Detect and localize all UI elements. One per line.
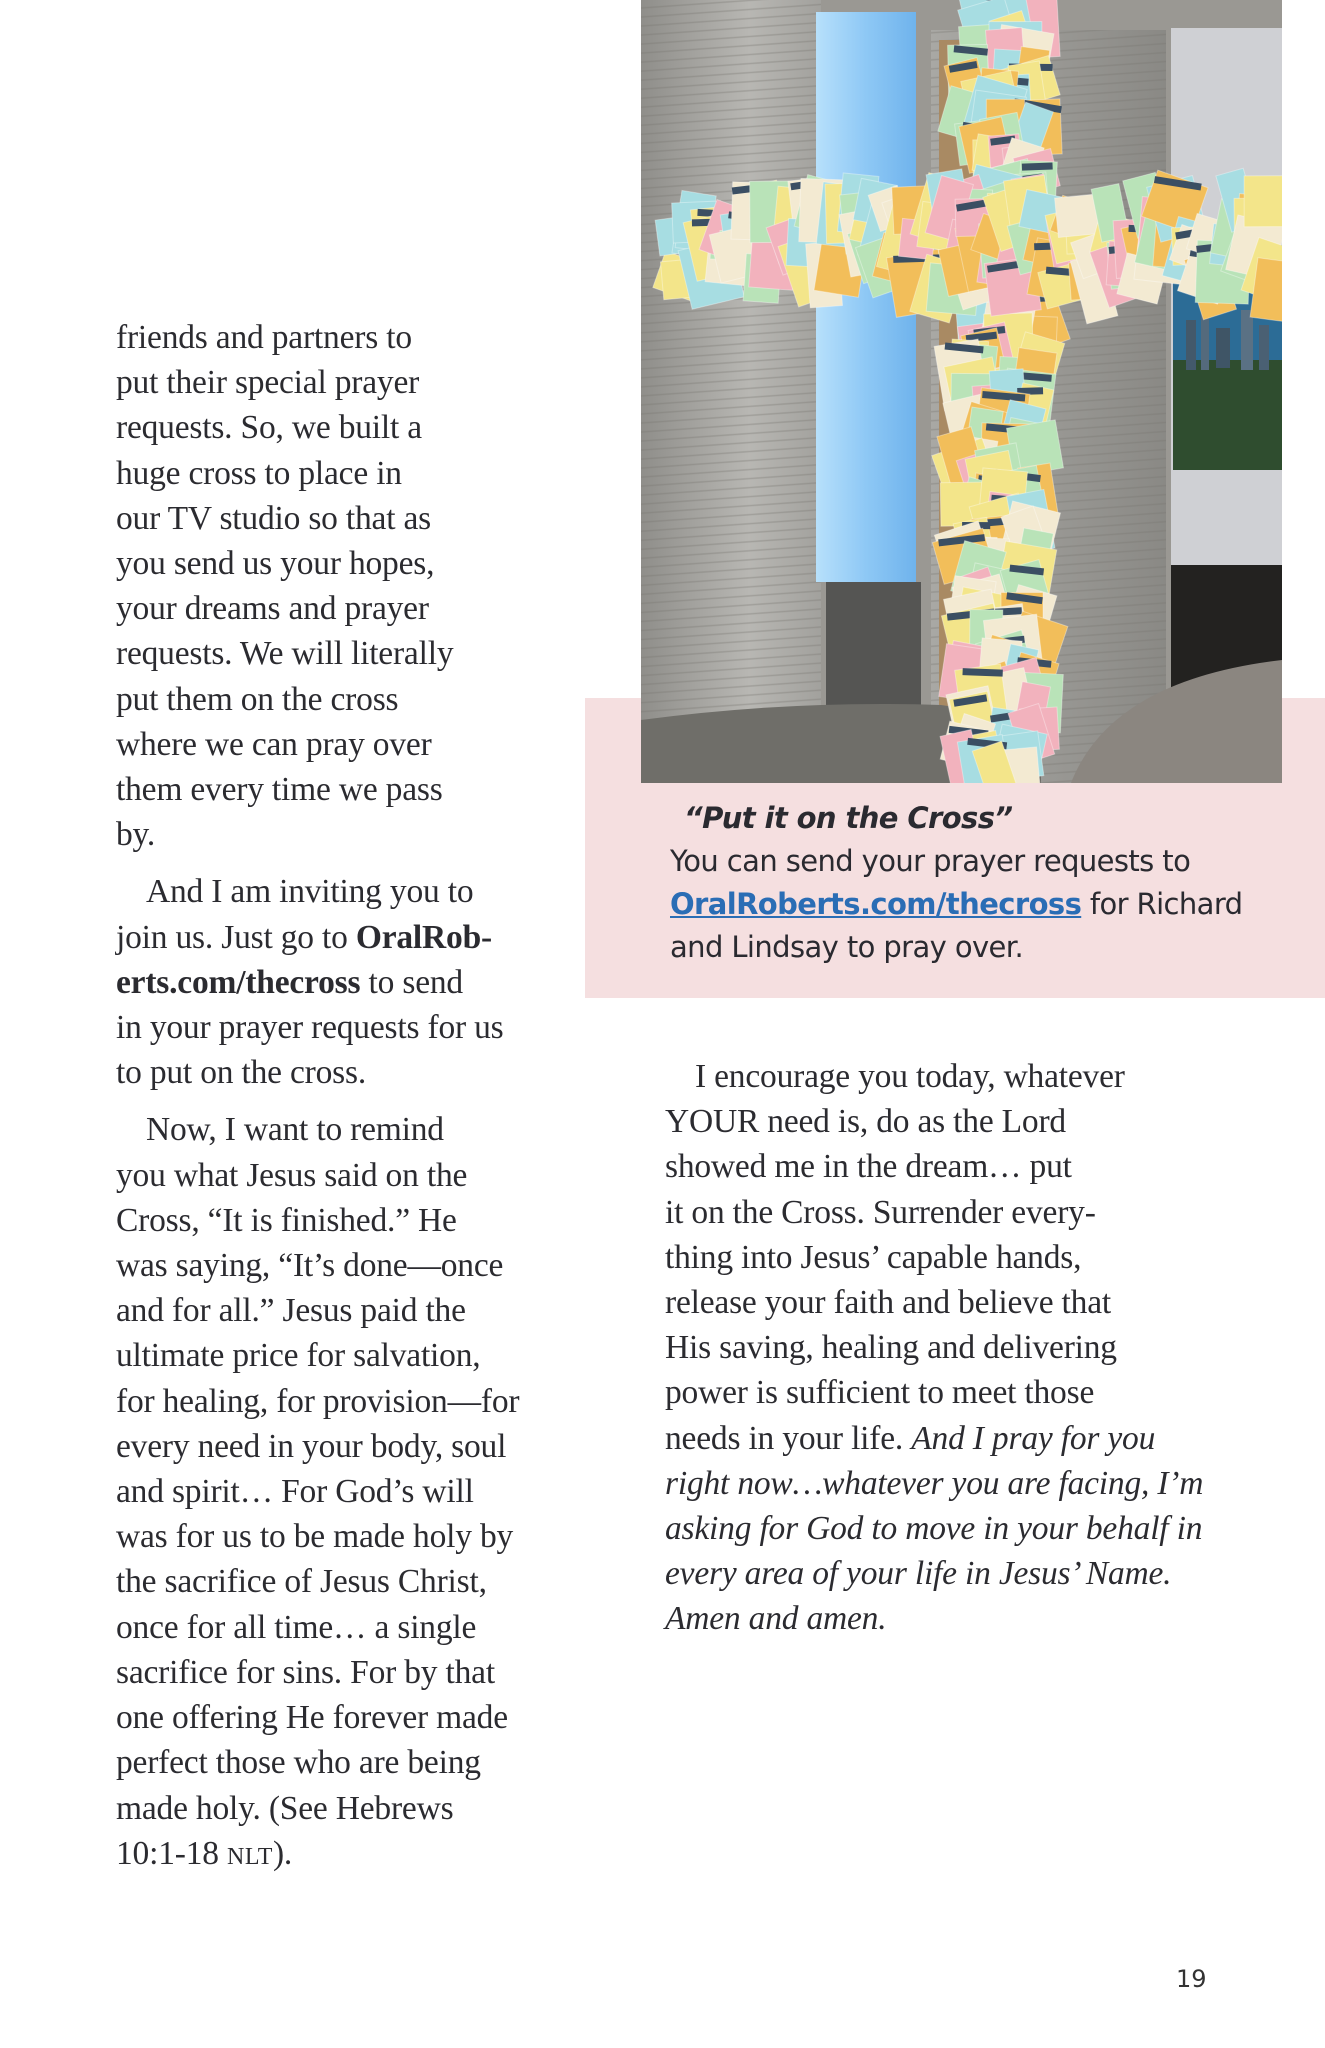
website-bold-part2: erts.com/thecross [116,963,361,1001]
text-line: Now, I want to remind [146,1111,444,1149]
text-line: by. [116,816,156,854]
text-line: for healing, for provision—for [116,1382,520,1420]
paragraph-it-is-finished [116,1107,586,1879]
text-run: ). [272,1834,293,1872]
prayer-italic-line: right now…whatever you are facing, I’m [665,1464,1204,1502]
text-line: requests. We will literally [116,635,454,673]
text-run: for Richard [1081,887,1243,921]
text-line: thing into Jesus’ capable hands, [665,1238,1082,1276]
caption-line: and Lindsay to pray over. [670,930,1024,964]
text-line: one offering He forever made [116,1699,508,1737]
text-run: join us. Just go to [116,918,356,956]
paragraph-cross-intro [116,315,586,857]
cross-photo [641,0,1282,783]
text-run: needs in your life. [665,1419,912,1457]
text-line: power is sufficient to meet those [665,1374,1095,1412]
scripture-reference-line [116,1831,586,1880]
text-line: put them on the cross [116,680,399,718]
text-line: put their special prayer [116,364,420,402]
text-line: requests. So, we built a [116,409,422,447]
text-line: I encourage you today, whatever [695,1058,1125,1095]
text-line [116,915,586,960]
text-line: you what Jesus said on the [116,1156,468,1194]
paragraph-invitation [116,869,586,1095]
text-run: 10:1-18 [116,1834,227,1872]
text-line: Cross, “It is finished.” He [116,1201,457,1239]
prayer-card-header [1022,162,1053,170]
text-line: release your faith and believe that [665,1284,1111,1322]
prayer-italic-line: Amen and amen. [665,1600,887,1638]
prayer-card [1244,176,1282,227]
text-line: it on the Cross. Surrender every- [665,1193,1096,1231]
text-line: made holy. (See Hebrews [116,1789,454,1827]
thecross-link[interactable]: OralRoberts.com/thecross [670,887,1082,921]
text-line [116,960,586,1005]
prayer-italic-line: every area of your life in Jesus’ Name. [665,1555,1172,1593]
website-bold-part1: OralRob- [355,918,492,956]
text-line: in your prayer requests for us [116,1009,504,1047]
left-column [116,315,586,1892]
prayer-italic-start: And I pray for you [911,1419,1156,1457]
prayer-italic-line: asking for God to move in your behalf in [665,1510,1203,1548]
text-line: and for all.” Jesus paid the [116,1292,466,1330]
caption-title: “Put it on the Cross” [684,801,1013,835]
caption-line [670,883,1290,926]
text-line: you send us your hopes, [116,545,435,583]
text-line: our TV studio so that as [116,499,432,537]
text-line [665,1416,1225,1461]
text-line: perfect those who are being [116,1744,481,1782]
photo-caption [670,797,1290,969]
text-line: to put on the cross. [116,1054,367,1092]
text-line: and spirit… For God’s will [116,1473,474,1511]
text-line: your dreams and prayer [116,590,429,628]
text-line: the sacrifice of Jesus Christ, [116,1563,487,1601]
text-line: ultimate price for salvation, [116,1337,481,1375]
text-line: friends and partners to [116,319,412,356]
page-number: 19 [1176,1965,1207,1993]
caption-line: You can send your prayer requests to [670,844,1191,878]
text-line: sacrifice for sins. For by that [116,1653,495,1691]
text-line: showed me in the dream… put [665,1148,1072,1186]
text-line: where we can pray over [116,725,432,763]
text-line: was saying, “It’s done—once [116,1247,504,1285]
text-line: once for all time… a single [116,1608,477,1646]
text-line: And I am inviting you to [146,873,474,911]
text-line: His saving, healing and delivering [665,1329,1117,1367]
text-line: them every time we pass [116,771,443,809]
bible-version-smallcaps: NLT [227,1843,273,1870]
cross-photo-illustration [641,0,1282,783]
text-line: every need in your body, soul [116,1427,507,1465]
right-column [665,1054,1225,1642]
text-line: YOUR need is, do as the Lord [665,1103,1066,1141]
text-line: was for us to be made holy by [116,1518,514,1556]
text-line: huge cross to place in [116,454,402,492]
text-run: to send [360,963,463,1001]
